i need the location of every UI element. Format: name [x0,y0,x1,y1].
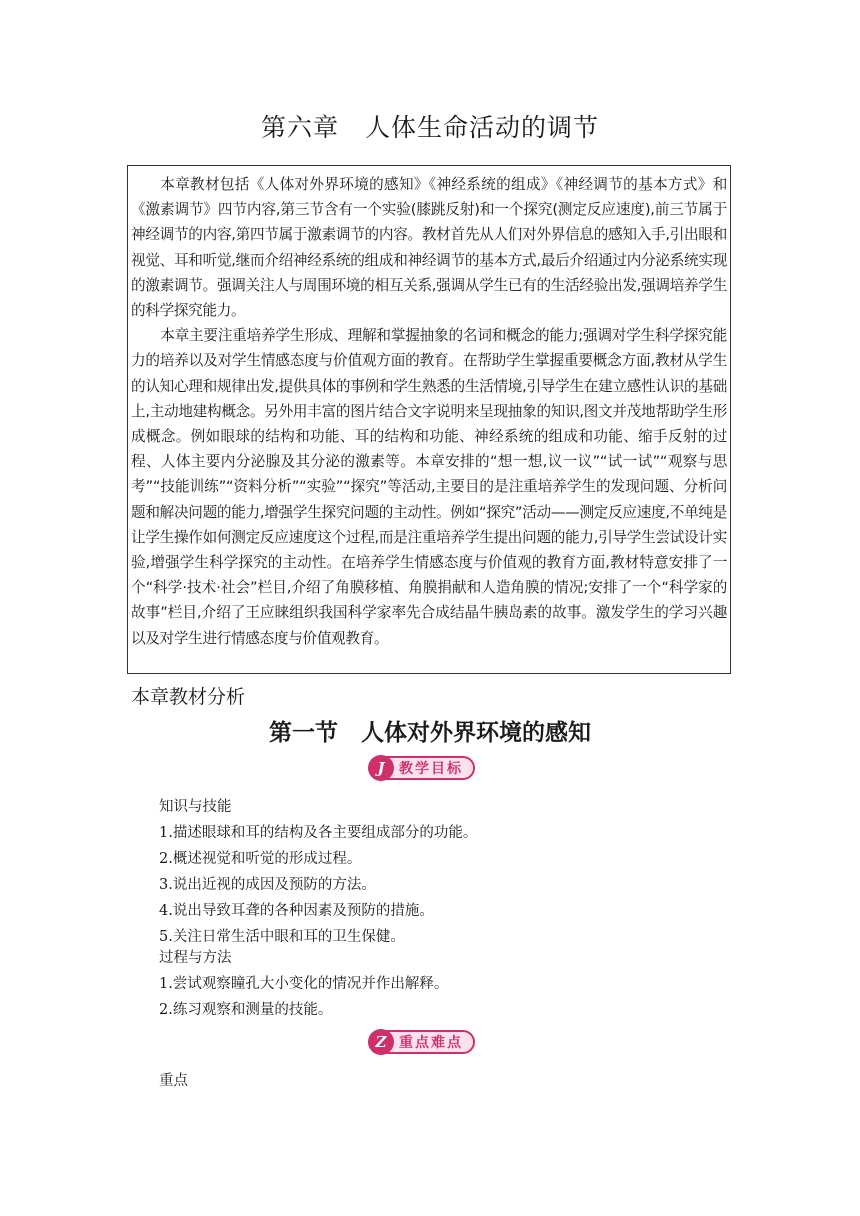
intro-paragraph-1: 本章教材包括《人体对外界环境的感知》《神经系统的组成》《神经调节的基本方式》和《激素调节》四节内容,第三节含有一个实验(膝跳反射)和一个探究(测定反应速度),前三节属于神经调节的内容,第四节属于激素调节的内容。教材首先从人们对外界信息的感知入手,引出眼和视觉、耳和听觉,继而介绍神经系统的组成和神经调节的基本方式,最后介绍通过内分泌系统实现的激素调节。强调关注人与周围环境的相互关系,强调从学生已有的生活经验出发,强调培养学生的科学探究能力。 [131,176,727,320]
teaching-goals-badge [370,756,475,780]
list-item: 2.概述视觉和听觉的形成过程。 [159,851,362,867]
badge-label: 教学目标 [399,761,463,777]
list-item: 1.尝试观察瞳孔大小变化的情况并作出解释。 [159,976,449,992]
knowledge-heading: 知识与技能 [159,799,232,815]
knowledge-skills-section [159,794,477,950]
list-item: 2.练习观察和测量的技能。 [159,1002,333,1018]
process-methods-section [159,945,448,1023]
process-heading: 过程与方法 [159,950,232,966]
badge-letter-icon: J [368,755,394,781]
badge-label: 重点难点 [399,1035,463,1051]
section-label: 本章教材分析 [131,686,246,708]
intro-paragraph-2: 本章主要注重培养学生形成、理解和掌握抽象的名词和概念的能力;强调对学生科学探究能力的培养以及对学生情感态度与价值观方面的教育。在帮助学生掌握重要概念方面,教材从学生的认知心理和规律出发,提供具体的事例和学生熟悉的生活情境,引导学生在建立感性认识的基础上,主动地建构概念。另外用丰富的图片结合文字说明来呈现抽象的知识,图文并茂地帮助学生形成概念。例如眼球的结构和功能、耳的结构和功能、神经系统的组成和功能、缩手反射的过程、人体主要内分泌腺及其分泌的激素等。本章安排的“想一想,议一议”“试一试”“观察与思考”“技能训练”“资料分析”“实验”“探究”等活动,主要目的是注重培养学生的发现问题、分析问题和解决问题的能力,增强学生探究问题的主动性。例如“探究”活动——测定反应速度,不单纯是让学生操作如何测定反应速度这个过程,而是注重培养学生提出问题的能力,引导学生尝试设计实验,增强学生科学探究的主动性。在培养学生情感态度与价值观的教育方面,教材特意安排了一个“科学·技术·社会”栏目,介绍了角膜移植、角膜捐献和人造角膜的情况;安排了一个“科学家的故事”栏目,介绍了王应睐组织我国科学家率先合成结晶牛胰岛素的故事。激发学生的学习兴趣以及对学生进行情感态度与价值观教育。 [131,327,727,647]
section-title: 第一节 人体对外界环境的感知 [269,720,591,746]
key-points-label: 重点 [159,1073,188,1089]
list-item: 1.描述眼球和耳的结构及各主要组成部分的功能。 [159,825,478,841]
list-item: 3.说出近视的成因及预防的方法。 [159,877,376,893]
chapter-title: 第六章 人体生命活动的调节 [260,113,599,142]
badge-letter-icon: Z [368,1029,394,1055]
chapter-intro-box [127,165,731,674]
list-item: 5.关注日常生活中眼和耳的卫生保健。 [159,929,405,945]
list-item: 4.说出导致耳聋的各种因素及预防的措施。 [159,903,434,919]
key-points-badge [370,1030,475,1054]
